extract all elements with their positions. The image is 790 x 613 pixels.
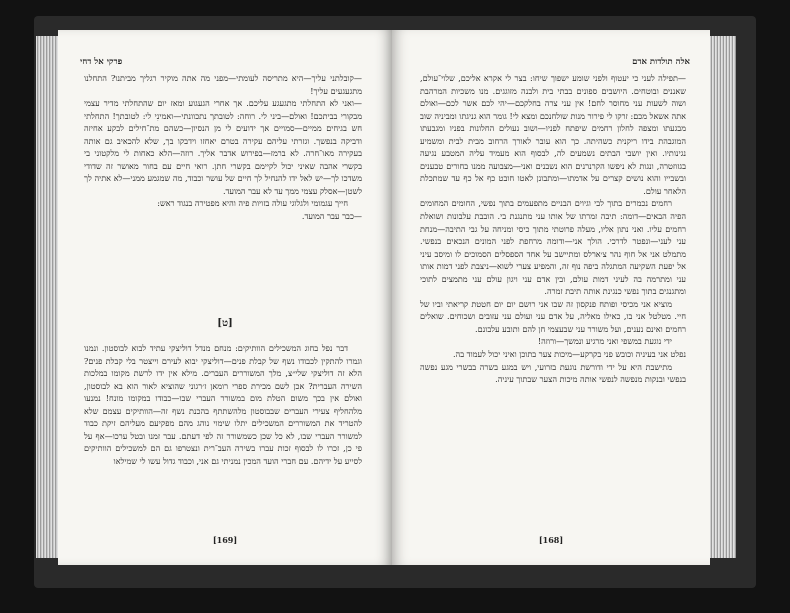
left-page-number: [169]	[212, 535, 238, 545]
right-paragraph: נפלט אני בעיניה וכובש פני בקרקע—מיכות צער בתוכן ואיני יכול לעמוד בה.	[452, 349, 686, 360]
left-page	[58, 30, 392, 565]
right-text-block	[420, 72, 686, 386]
right-page	[392, 30, 710, 565]
right-page-number: [168]	[538, 535, 564, 545]
right-paragraph: מתישבת היא על ידי ודורשת נוגעת בזרועי, ויש במגע בשרה בבשרי מגע נפשה בנפשי ובנקות מנפשה לנפשי אותה מיכות הצער שבתוך עיניה.	[420, 361, 686, 385]
right-paragraph: מוציא אני מכיסי ופותח פנקסון זה שבו אני רושם יום יום חטטת קריאתי וביו של חיי. מטלטל אני בו, כאילו מאליה, על אדם עני ועולם עני עזובים ושכוחים. שואלים רחמים ואינם נענים, ועל משורר עני שבעצמי חן להם ותובע עלבונם.	[420, 298, 686, 334]
left-running-head: פרקי אל דחי	[80, 57, 123, 67]
left-paragraph: —קובלתני עליך—היא מתריסה לעומתי—מפני מה אתה מוקיר רגליך מביתנו? התחלנו מתגעגעים עליך!	[84, 73, 362, 96]
left-paragraph: חייך עגמומי ולגלוגי עולה בזויות פיה והיא מפטירה בנגוד ראש:	[157, 198, 348, 209]
left-text-block-b	[84, 342, 362, 467]
left-paragraph: —כבר עבר המועד.	[301, 211, 362, 222]
right-paragraph: ידי נוגעת במשפי ואני מרגיע ונמשך—ורוזה!	[537, 336, 672, 347]
section-number: [ט]	[217, 318, 233, 329]
right-paragraph: —תפילה לעני כי יעטוף ולפני שומע ישפוך שיחו: בצר לי אקרא אליכם, שלוי־עולם, שאננים ובוטחים. היושבים ספונים בבתי בית ולבנה מזוגגים. מנו משכיות המרהבת ושוה לשעות עני מחוסר לחם! אין עני צרה בחלקכם—יהי לכם אשר לכם—ואולם אתה אשאל מכם: זרקו לי פירור מנות שולחנכם ומצא לי! גומר הוא גניגתו ומביניה שוב מבגעתו ומצפה לחלון רחמים שיפתח לפניו—ושוב נעולים החלונות בפניו ומגבעתו המוגבהת בידו ריקנית כשהיתה. כך הוא עובר לאורך הרחוב מבית לבית ומשמיע נגינותיו. ואין יושבי הבתים נשמעים לה, לבסוף הוא מעמיד עליה המטבע נגיעה בגזוזטרה, ונגות לא ניפשו הקרנרנים הוא נשבנים ואני—מצבועה ממנו בחורים טבענים ובשבייו והוא נושים קצרים על אדמתו—ומתבונן לאטו חובט כף אל כף עד שמתכלת הלאחר עולם.	[420, 73, 686, 196]
page-edges-left	[36, 36, 60, 558]
page-edges-right	[710, 36, 736, 558]
right-running-head: אלה תולדות אדם	[632, 57, 690, 67]
left-paragraph: דבר נפל בחוג המשכילים הוותיקים: מנחם מנדל דוליצקי עתיד לבוא לבוסטון. ונמנו וגמרו להתקין לכבודו נשף של קבלת פנים—דוליצקי יבוא לעירם וייצטר בלי קבלת פנים? הלא זה דוליצקי שלי״צ, מלך המשוררים העברים. מילא אין ידו לרשת מקומו במלכות השירה העברית? אכן לשם מכירת ספרי רומאן ז׳רגוני שהוציא לאור הוא בא לבוסטון, ואולם אין בכך משום הטלת מום במשורר העברי שבו—כבודו במקומו מונח! נמנעו מלהחליף צעירי העברים שבבוסטון מלהשתתף בהכנת נשף זה—הוותיקים עצמם שלא להטריד את המשוררים המשכילים יתלו שימוי נוהג מהם מפקיעם מעליהם זיקת כבוד למשורר העברי שבו, לא כל שכן כשמשורר זה לפי דעתם. עבר זמנו ובטל ערכו—אף על פי כן, זכרו לו לבסוף זכות עברו בשירה העב־רית ונצטרפו גם הם למשכילים הוותיקים לסייע על ידיהם. עם חברי הועד המכין נמניתי גם אני, וכבוד גדול עשו לי שמילאו	[84, 343, 362, 466]
left-paragraph: —ואני לא התחלתי מתגעגע עליכם. אך אחרי הגעגוע ומאז יום שהתחלתי מדיר עצמי מבקורי בביתכם! ואולם—ביני לי. רוחה: לטובתך נתכוונתי—ואמינִי לי: לטובתך! התחלתי חש בגיחים ממיים—סמויים אך ידועים לי מן הנסיון—כשהם מת־חילים לבקע אחיזה ודביקה בנפשך. וגזרתי עליהם עקירה בטרם יאחזו וידבקו בך, שלא להכאיב גם אותה בעקירה מאו־חרה. לא ברמז—בפירוש אדבר אליך. רוזה—הלא כאחות לי מלקטוני בי בקשרי אהבה שאיני יכול לקיימם בקשרי חתן. רואי חיים עם בחור מאושר זה שדודי משדכו לך—יש לאל ידו להנחיל לך חיים של עושר וכבוד, מה שמגמע ממני—לא אתיה לך לשטן—אסלק עצמי ממך עד לא עבר המועד.	[84, 98, 362, 196]
left-text-block-a	[84, 72, 362, 223]
right-paragraph: רחמים נכמרים בתוך לבי וגיוים הבניים מתפעמים בתוך נפשי, החומים המחומים הפיה הבאים—דומה: תיבה זמרתו של אותו עני מתנגנת בי. הובבת עלבונות ושואלת רחמים עליו. ואני נתון אליו, מעלה פרוטתי מתוך כיסי ומניחה על גבי התיבה—מנחת עני לעני—ונפטר לדרכי. הולך אני—ודומה מרחפת לפני המונים הנכאים בנפשי. מתמלט אני אל חוף נהר צ׳ארלס ומתיישב על אחד הספסלים הסמוכים לו ומיסב עיני אל יפעת השקיעה המתגלה ביפה נוף זה, והמפיע צערי לשוא—ניצבת לפני דמות אותו עני ומתרמה בה לעיני דמות עולם, ובין אדם עני ויגון עולם עני מתמצים לתוכי ומתגנגים בתוך נפשי כנגינת אותה תיבת זמרה.	[420, 198, 686, 297]
